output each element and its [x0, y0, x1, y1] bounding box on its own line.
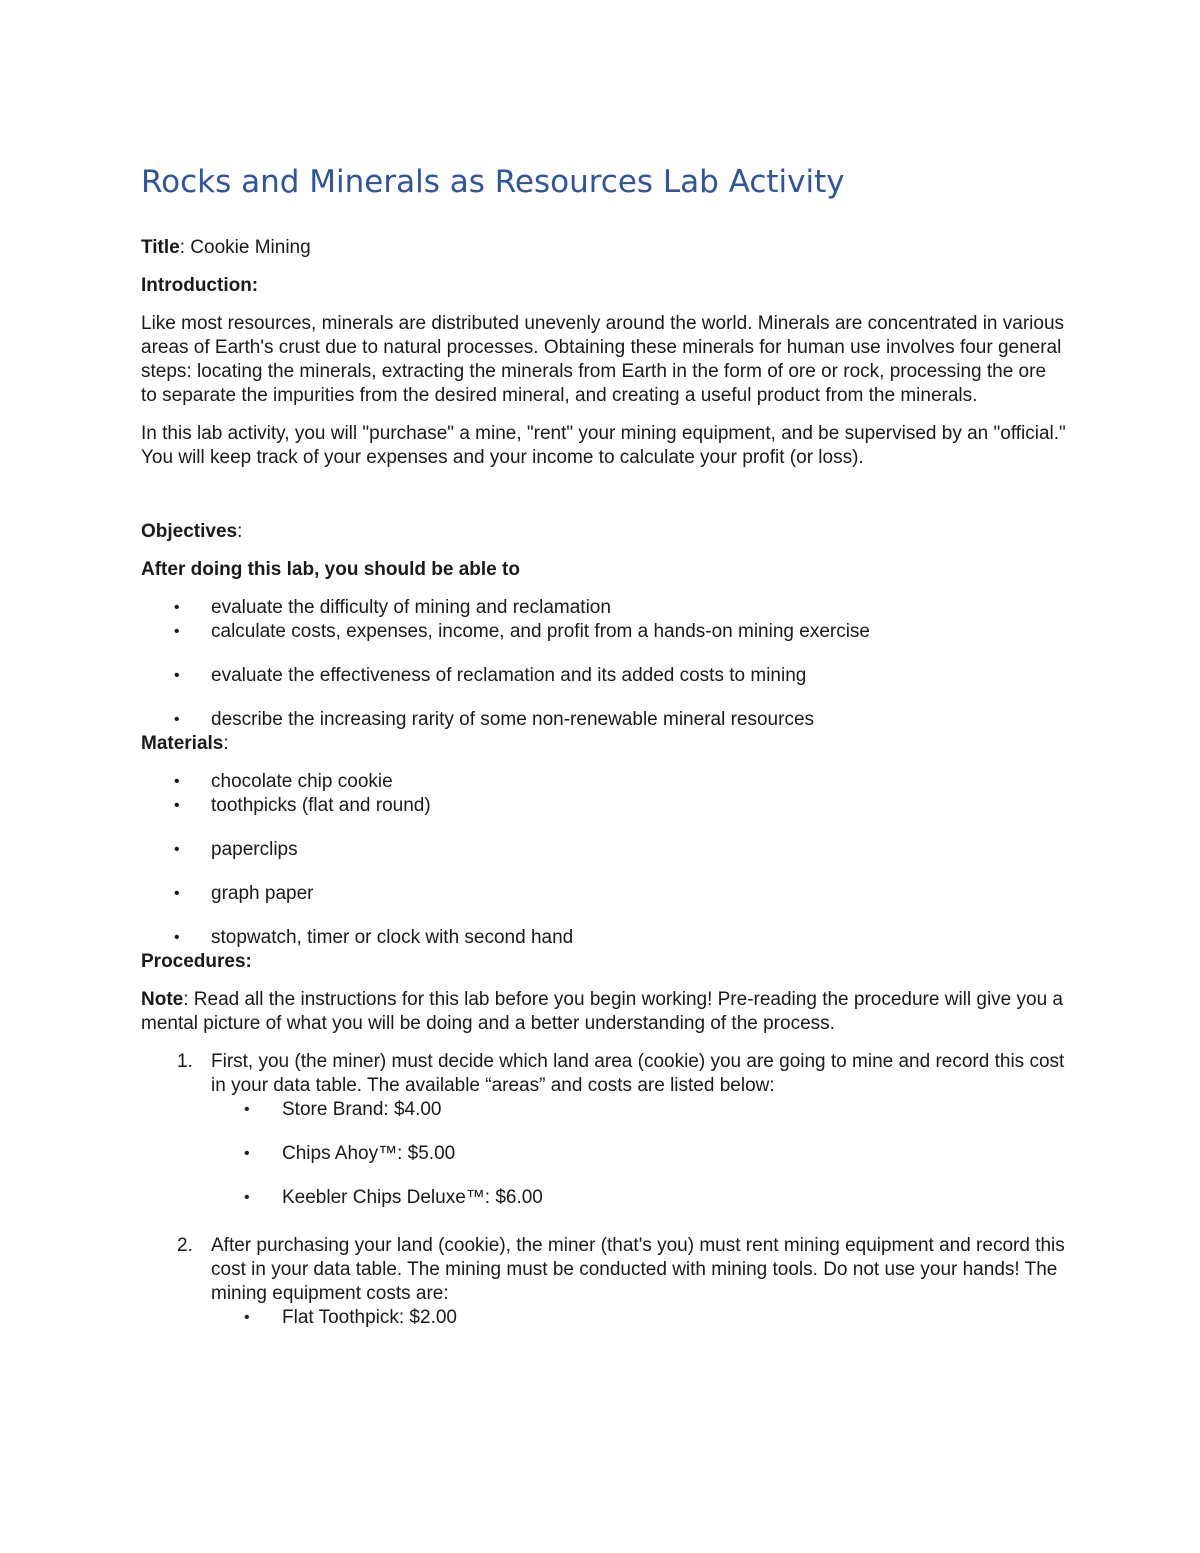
cookie-cost-list [211, 1098, 1066, 1210]
objectives-list [141, 596, 1066, 732]
list-item [141, 882, 1066, 906]
list-item [211, 1098, 1066, 1122]
list-item [141, 794, 1066, 818]
bullet-icon: • [174, 797, 180, 814]
list-item-text: Keebler Chips Deluxe™: $6.00 [282, 1187, 543, 1208]
bullet-icon: • [244, 1309, 250, 1326]
list-item-text: Store Brand: $4.00 [282, 1099, 442, 1120]
procedure-steps [141, 1050, 1066, 1330]
step-text: First, you (the miner) must decide which land area (cookie) you are going to mine and record this cost in your data table. The available “areas” and costs are listed below: [211, 1051, 1065, 1096]
procedures-heading: Procedures: [141, 951, 252, 972]
materials-colon: : [223, 733, 229, 754]
note-label: Note [141, 989, 184, 1010]
bullet-icon: • [244, 1189, 250, 1206]
list-item-text: describe the increasing rarity of some non-renewable mineral resources [211, 709, 815, 730]
bullet-icon: • [244, 1145, 250, 1162]
list-item [141, 620, 1066, 644]
list-item [211, 1142, 1066, 1166]
title-line [141, 236, 1066, 260]
objectives-heading-line [141, 520, 1066, 544]
objectives-heading: Objectives [141, 521, 238, 542]
bullet-icon: • [174, 711, 180, 728]
list-item-text: toothpicks (flat and round) [211, 795, 431, 816]
list-item-text: evaluate the effectiveness of reclamation and its added costs to mining [211, 665, 807, 686]
procedure-step [141, 1050, 1066, 1210]
list-item [141, 770, 1066, 794]
list-item [141, 596, 1066, 620]
list-item-text: calculate costs, expenses, income, and profit from a hands-on mining exercise [211, 621, 870, 642]
list-item [211, 1186, 1066, 1210]
list-item-text: Chips Ahoy™: $5.00 [282, 1143, 456, 1164]
list-item [141, 926, 1066, 950]
introduction-heading: Introduction: [141, 275, 259, 296]
note-text: : Read all the instructions for this lab before you begin working! Pre-reading the procedure will give you a mental picture of what you will be doing and a better understanding of the process. [141, 989, 1063, 1034]
objectives-colon: : [237, 521, 243, 542]
materials-heading: Materials [141, 733, 224, 754]
intro-paragraph: In this lab activity, you will "purchase" a mine, "rent" your mining equipment, and be supervised by an "official." You will keep track of your expenses and your income to calculate your profit (or loss). [141, 423, 1066, 468]
list-item [211, 1306, 1066, 1330]
bullet-icon: • [174, 623, 180, 640]
bullet-icon: • [244, 1101, 250, 1118]
bullet-icon: • [174, 599, 180, 616]
step-number: 1. [177, 1051, 193, 1072]
step-text: After purchasing your land (cookie), the miner (that's you) must rent mining equipment and record this cost in your data table. The mining must be conducted with mining tools. Do not use your hands! The mining equipment costs are: [211, 1235, 1065, 1304]
bullet-icon: • [174, 773, 180, 790]
equipment-cost-list [211, 1306, 1066, 1330]
document-body [141, 162, 1066, 1330]
objectives-subheading: After doing this lab, you should be able to [141, 559, 520, 580]
list-item-text: Flat Toothpick: $2.00 [282, 1307, 457, 1328]
procedure-step [141, 1234, 1066, 1330]
step-number: 2. [177, 1235, 193, 1256]
materials-list [141, 770, 1066, 950]
title-label: Title [141, 237, 180, 258]
list-item [141, 838, 1066, 862]
list-item [141, 664, 1066, 688]
bullet-icon: • [174, 667, 180, 684]
list-item-text: chocolate chip cookie [211, 771, 393, 792]
list-item [141, 708, 1066, 732]
note-paragraph [141, 988, 1066, 1036]
list-item-text: stopwatch, timer or clock with second hand [211, 927, 574, 948]
document-heading: Rocks and Minerals as Resources Lab Activity [141, 164, 845, 200]
list-item-text: paperclips [211, 839, 298, 860]
materials-heading-line [141, 732, 1066, 756]
bullet-icon: • [174, 841, 180, 858]
list-item-text: evaluate the difficulty of mining and reclamation [211, 597, 611, 618]
bullet-icon: • [174, 885, 180, 902]
bullet-icon: • [174, 929, 180, 946]
intro-paragraph: Like most resources, minerals are distributed unevenly around the world. Minerals are concentrated in various areas of Earth's crust due to natural processes. Obtaining these minerals for human use involves four general steps: locating the minerals, extracting the minerals from Earth in the form of ore or rock, processing the ore to separate the impurities from the desired mineral, and creating a useful product from the minerals. [141, 313, 1065, 406]
title-value: : Cookie Mining [179, 237, 311, 258]
list-item-text: graph paper [211, 883, 314, 904]
